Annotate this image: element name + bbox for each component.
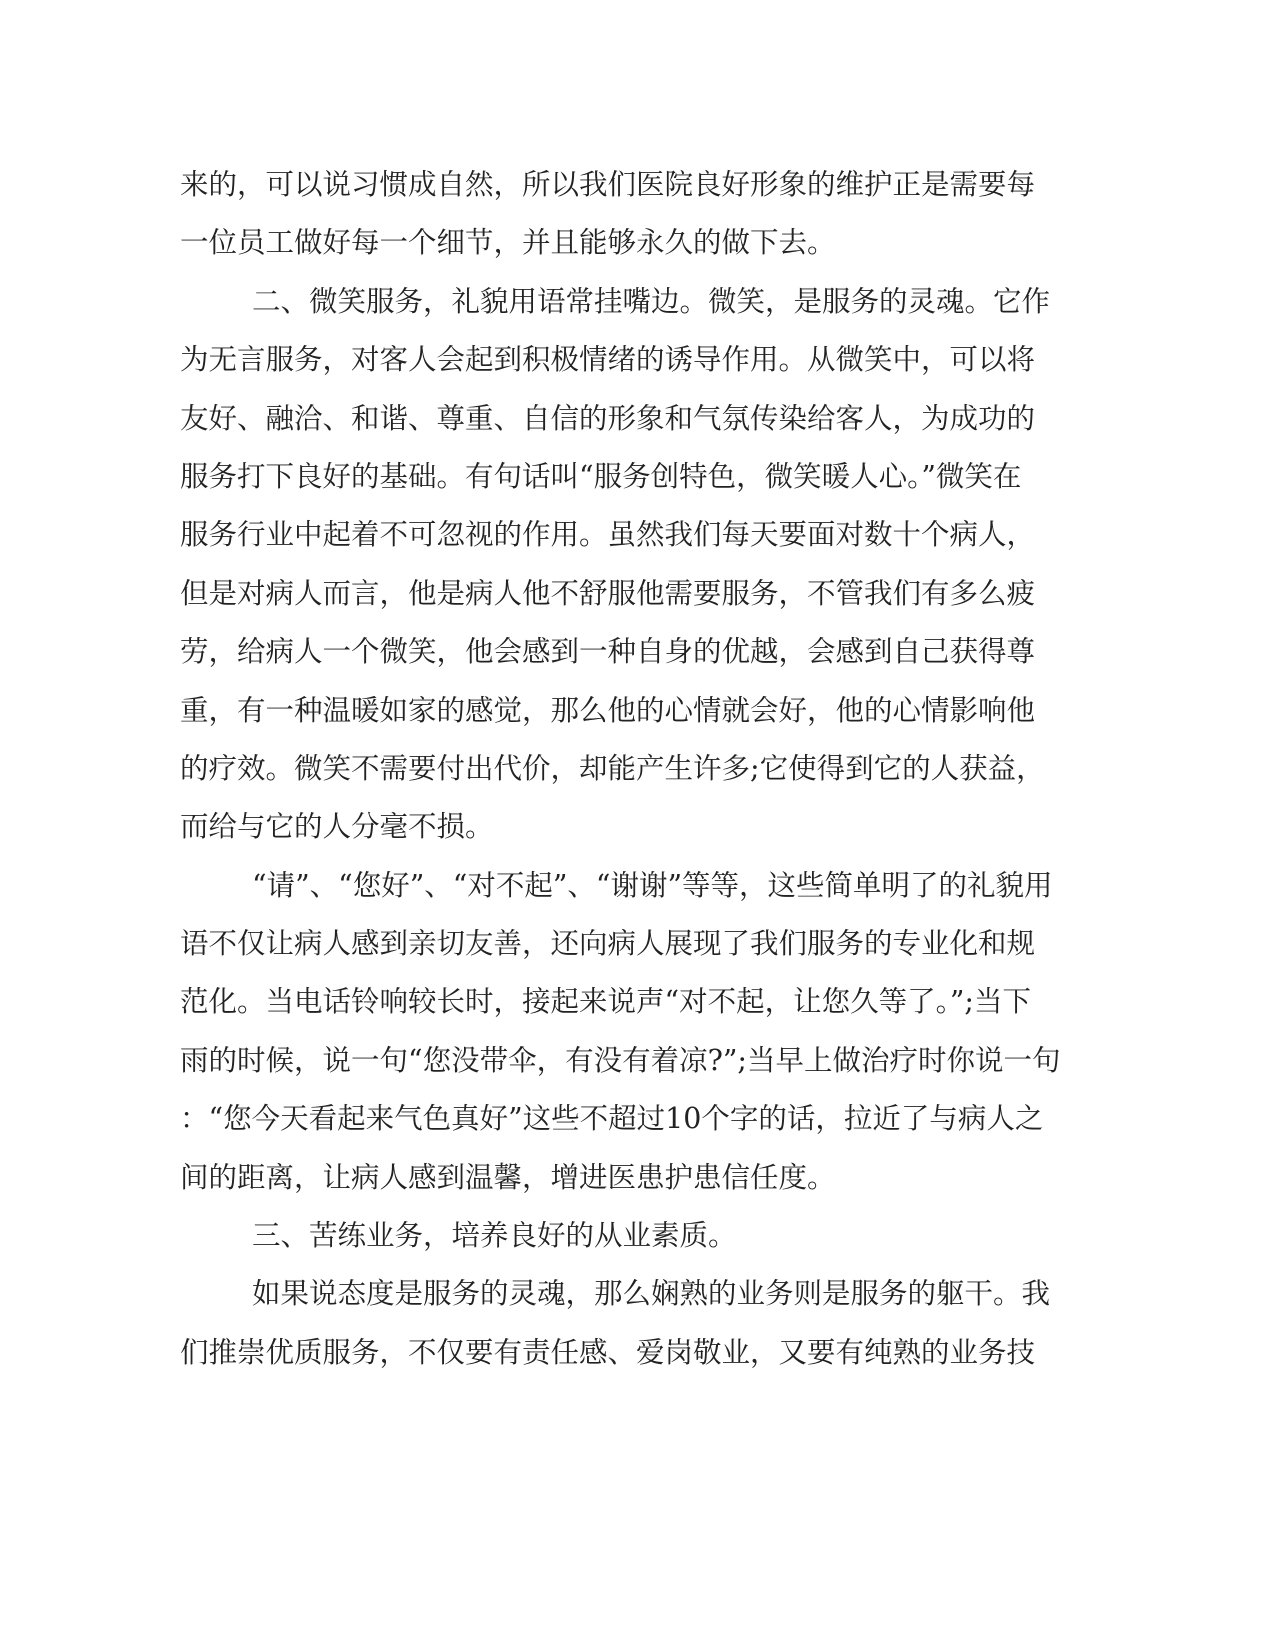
text-line: 为无言服务，对客人会起到积极情绪的诱导作用。从微笑中，可以将 [180,343,1036,377]
text-line: 们推崇优质服务，不仅要有责任感、爱岗敬业，又要有纯熟的业务技 [180,1335,1036,1369]
paragraph-start-line: 如果说态度是服务的灵魂，那么娴熟的业务则是服务的躯干。我 [252,1277,1051,1311]
text-line: 服务打下良好的基础。有句话叫“服务创特色，微笑暖人心。”微笑在 [180,459,1022,493]
section-heading-line: 三、苦练业务，培养良好的从业素质。 [252,1219,737,1253]
text-line: 一位员工做好每一个细节，并且能够永久的做下去。 [180,226,836,260]
text-line: 劳，给病人一个微笑，他会感到一种自身的优越，会感到自己获得尊 [180,635,1036,669]
text-line: 间的距离，让病人感到温馨，增进医患护患信任度。 [180,1160,836,1194]
text-line: 重，有一种温暖如家的感觉，那么他的心情就会好，他的心情影响他 [180,693,1036,727]
text-line: ：“您今天看起来气色真好”这些不超过10个字的话，拉近了与病人之 [180,1102,1044,1136]
text-line: 而给与它的人分毫不损。 [180,810,494,844]
section-heading-line: 二、微笑服务，礼貌用语常挂嘴边。微笑，是服务的灵魂。它作 [252,284,1051,318]
paragraph-start-line: “请”、“您好”、“对不起”、“谢谢”等等，这些简单明了的礼貌用 [252,868,1053,902]
text-line: 友好、融洽、和谐、尊重、自信的形象和气氛传染给客人，为成功的 [180,401,1036,435]
text-line: 雨的时候，说一句“您没带伞，有没有着凉?”;当早上做治疗时你说一句 [180,1043,1061,1077]
body-text [180,156,1061,1382]
text-line: 的疗效。微笑不需要付出代价，却能产生许多;它使得到它的人获益， [180,751,1045,785]
text-line: 服务行业中起着不可忽视的作用。虽然我们每天要面对数十个病人， [180,518,1036,552]
text-line: 来的，可以说习惯成自然，所以我们医院良好形象的维护正是需要每 [180,168,1036,201]
text-line: 语不仅让病人感到亲切友善，还向病人展现了我们服务的专业化和规 [180,927,1036,961]
text-line: 但是对病人而言，他是病人他不舒服他需要服务，不管我们有多么疲 [180,576,1036,610]
text-line: 范化。当电话铃响较长时，接起来说声“对不起，让您久等了。”;当下 [180,985,1031,1019]
